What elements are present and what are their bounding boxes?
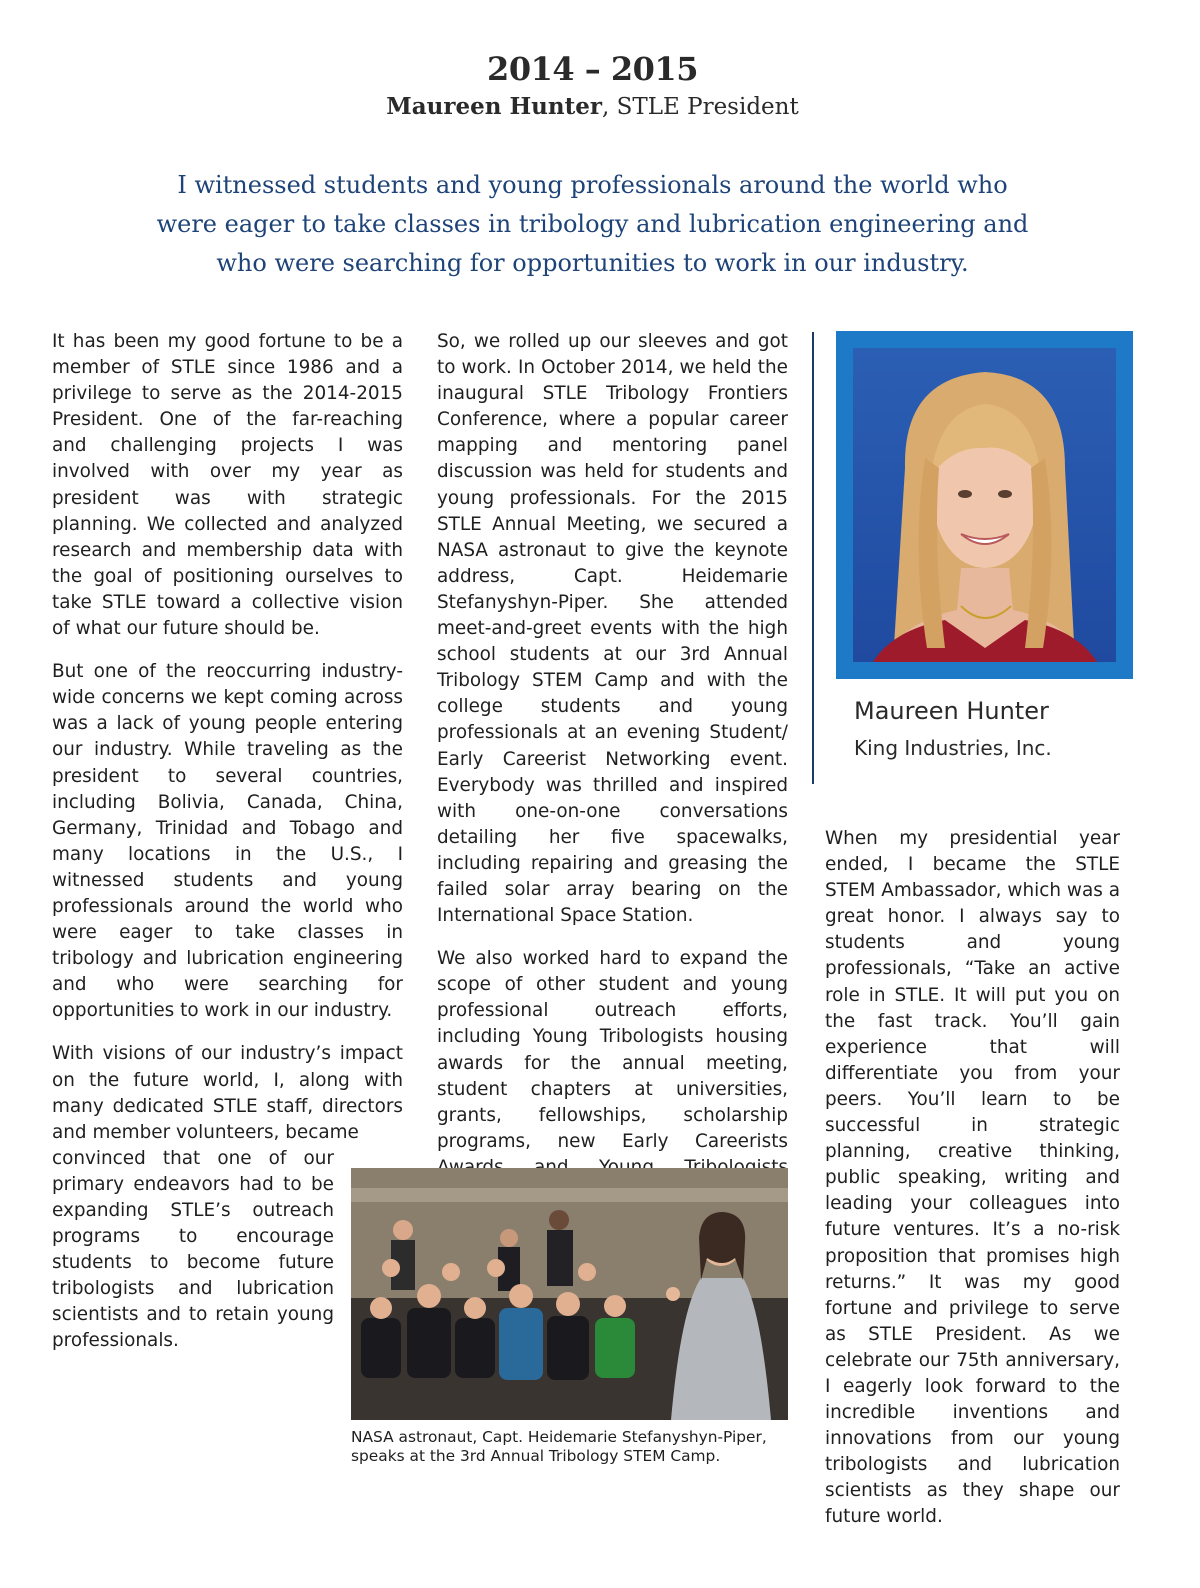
pull-quote-line: I witnessed students and young professionals around the world who	[177, 171, 1008, 199]
paragraph: convinced that one of our primary endeavors had to be expanding STLE’s outreach programs to encourage students to become future tribologists and lubrication scientists and to retain young professionals.	[52, 1147, 334, 1352]
photo-caption: NASA astronaut, Capt. Heidemarie Stefanyshyn-Piper, speaks at the 3rd Annual Tribology STEM Camp.	[351, 1428, 767, 1465]
portrait-photo	[853, 348, 1116, 662]
paragraph: So, we rolled up our sleeves and got to work. In October 2014, we held the inaugural STLE Tribology Frontiers Conference, where a popular career mapping and mentoring panel discussion was held for students and young professionals. For the 2015 STLE Annual Meeting, we secured a NASA astronaut to give the keynote address, Capt. Heidemarie Stefanyshyn-Piper. She attended meet-and-greet events with the high school students at our 3rd Annual Tribology STEM Camp and with the college students and young professionals at an evening Student/ Early Careerist Networking event. Everybody was thrilled and inspired with one-on-one conversations detailing her five spacewalks, including repairing and greasing the failed solar array bearing on the International Space Station.	[437, 331, 788, 927]
byline-title: , STLE President	[602, 94, 799, 120]
stem-camp-photo	[351, 1168, 788, 1420]
portrait-frame	[836, 331, 1133, 679]
stem-camp-illustration	[351, 1168, 788, 1420]
paragraph: With visions of our industry’s impact on the future world, I, along with many dedicated STLE staff, directors and member volunteers, became	[52, 1043, 403, 1143]
pull-quote-line: were eager to take classes in tribology and lubrication engineering and	[156, 210, 1029, 238]
paragraph: But one of the reoccurring industry-wide concerns we kept coming across was a lack of young people entering our industry. While traveling as the president to several countries, including Bolivia, Canada, China, Germany, Trinidad and Tobago and many locations in the U.S., I witnessed students and young professionals around the world who were eager to take classes in tribology and lubrication engineering and who were searching for opportunities to work in our industry.	[52, 661, 403, 1022]
paragraph: When my presidential year ended, I became the STLE STEM Ambassador, which was a great honor. I always say to students and young professionals, “Take an active role in STLE. It will put you on the fast track. You’ll gain experience that will differentiate you from your peers. You’ll learn to be successful in strategic planning, creative thinking, public speaking, writing and leading your colleagues into future ventures. It’s a no-risk proposition that promises high returns.” It was my good fortune and privilege to serve as STLE President. As we celebrate our 75th anniversary, I eagerly look forward to the incredible inventions and innovations from our young tribologists and lubrication scientists as they shape our future world.	[825, 828, 1120, 1528]
paragraph: It has been my good fortune to be a member of STLE since 1986 and a privilege to serve as the 2014-2015 President. One of the far-reaching and challenging projects I was involved with over my year as president was with strategic planning. We collected and analyzed research and membership data with the goal of positioning ourselves to take STLE toward a collective vision of what our future should be.	[52, 331, 403, 640]
article-column-2	[437, 329, 788, 1224]
portrait-illustration	[853, 348, 1116, 662]
vertical-rule	[812, 332, 814, 784]
byline-name: Maureen Hunter	[386, 93, 602, 120]
portrait-company: King Industries, Inc.	[854, 736, 1052, 760]
pull-quote	[120, 166, 1065, 283]
paragraph: We also worked hard to expand the scope of other student and young professional outreach efforts, including Young Tribologists housing awards for the annual meeting, student chapters at universities, grants, fellowships, scholarship programs, new Early Careerists	[437, 948, 788, 1152]
portrait-name: Maureen Hunter	[854, 697, 1049, 725]
page-title-years: 2014 – 2015	[487, 50, 698, 88]
byline	[0, 93, 1185, 120]
article-column-3	[825, 826, 1120, 1548]
pull-quote-line: who were searching for opportunities to work in our industry.	[216, 249, 969, 277]
